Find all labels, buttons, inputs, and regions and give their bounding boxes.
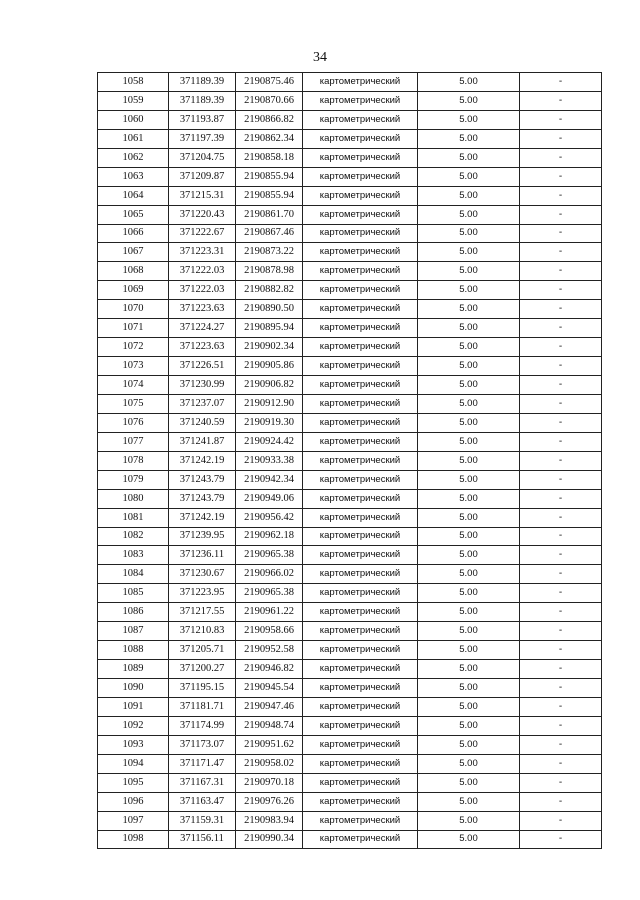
extra-cell: - (520, 73, 602, 92)
table-row (98, 413, 602, 432)
y-coordinate-cell: 2190933.38 (236, 451, 303, 470)
accuracy-cell: 5.00 (418, 205, 520, 224)
point-number-cell: 1079 (98, 470, 169, 489)
method-cell: картометрический (303, 73, 418, 92)
table-row (98, 186, 602, 205)
y-coordinate-cell: 2190958.66 (236, 622, 303, 641)
extra-cell: - (520, 224, 602, 243)
point-number-cell: 1080 (98, 489, 169, 508)
y-coordinate-cell: 2190966.02 (236, 565, 303, 584)
accuracy-cell: 5.00 (418, 754, 520, 773)
y-coordinate-cell: 2190873.22 (236, 243, 303, 262)
y-coordinate-cell: 2190983.94 (236, 811, 303, 830)
y-coordinate-cell: 2190990.34 (236, 830, 303, 849)
y-coordinate-cell: 2190948.74 (236, 716, 303, 735)
point-number-cell: 1059 (98, 91, 169, 110)
extra-cell: - (520, 451, 602, 470)
y-coordinate-cell: 2190970.18 (236, 773, 303, 792)
point-number-cell: 1086 (98, 603, 169, 622)
accuracy-cell: 5.00 (418, 91, 520, 110)
accuracy-cell: 5.00 (418, 735, 520, 754)
accuracy-cell: 5.00 (418, 338, 520, 357)
extra-cell: - (520, 584, 602, 603)
accuracy-cell: 5.00 (418, 281, 520, 300)
method-cell: картометрический (303, 641, 418, 660)
y-coordinate-cell: 2190905.86 (236, 357, 303, 376)
coordinates-table-body (98, 73, 602, 849)
table-row (98, 546, 602, 565)
extra-cell: - (520, 186, 602, 205)
y-coordinate-cell: 2190906.82 (236, 376, 303, 395)
y-coordinate-cell: 2190958.02 (236, 754, 303, 773)
point-number-cell: 1072 (98, 338, 169, 357)
accuracy-cell: 5.00 (418, 830, 520, 849)
method-cell: картометрический (303, 357, 418, 376)
method-cell: картометрический (303, 489, 418, 508)
method-cell: картометрический (303, 281, 418, 300)
table-row (98, 716, 602, 735)
extra-cell: - (520, 546, 602, 565)
x-coordinate-cell: 371242.19 (169, 451, 236, 470)
accuracy-cell: 5.00 (418, 470, 520, 489)
y-coordinate-cell: 2190946.82 (236, 660, 303, 679)
point-number-cell: 1066 (98, 224, 169, 243)
point-number-cell: 1091 (98, 697, 169, 716)
method-cell: картометрический (303, 224, 418, 243)
y-coordinate-cell: 2190962.18 (236, 527, 303, 546)
extra-cell: - (520, 527, 602, 546)
table-row (98, 91, 602, 110)
table-row (98, 584, 602, 603)
y-coordinate-cell: 2190942.34 (236, 470, 303, 489)
table-row (98, 243, 602, 262)
extra-cell: - (520, 129, 602, 148)
point-number-cell: 1060 (98, 110, 169, 129)
x-coordinate-cell: 371189.39 (169, 91, 236, 110)
table-row (98, 735, 602, 754)
accuracy-cell: 5.00 (418, 243, 520, 262)
y-coordinate-cell: 2190858.18 (236, 148, 303, 167)
accuracy-cell: 5.00 (418, 716, 520, 735)
y-coordinate-cell: 2190961.22 (236, 603, 303, 622)
point-number-cell: 1064 (98, 186, 169, 205)
point-number-cell: 1085 (98, 584, 169, 603)
method-cell: картометрический (303, 830, 418, 849)
extra-cell: - (520, 376, 602, 395)
y-coordinate-cell: 2190947.46 (236, 697, 303, 716)
y-coordinate-cell: 2190945.54 (236, 679, 303, 698)
table-row (98, 376, 602, 395)
y-coordinate-cell: 2190902.34 (236, 338, 303, 357)
method-cell: картометрический (303, 508, 418, 527)
table-row (98, 470, 602, 489)
accuracy-cell: 5.00 (418, 697, 520, 716)
table-row (98, 224, 602, 243)
y-coordinate-cell: 2190878.98 (236, 262, 303, 281)
x-coordinate-cell: 371204.75 (169, 148, 236, 167)
table-row (98, 641, 602, 660)
y-coordinate-cell: 2190855.94 (236, 186, 303, 205)
y-coordinate-cell: 2190895.94 (236, 319, 303, 338)
extra-cell: - (520, 811, 602, 830)
accuracy-cell: 5.00 (418, 679, 520, 698)
accuracy-cell: 5.00 (418, 660, 520, 679)
point-number-cell: 1062 (98, 148, 169, 167)
x-coordinate-cell: 371243.79 (169, 489, 236, 508)
x-coordinate-cell: 371242.19 (169, 508, 236, 527)
method-cell: картометрический (303, 660, 418, 679)
accuracy-cell: 5.00 (418, 186, 520, 205)
table-row (98, 830, 602, 849)
x-coordinate-cell: 371159.31 (169, 811, 236, 830)
x-coordinate-cell: 371205.71 (169, 641, 236, 660)
x-coordinate-cell: 371195.15 (169, 679, 236, 698)
extra-cell: - (520, 281, 602, 300)
extra-cell: - (520, 413, 602, 432)
method-cell: картометрический (303, 338, 418, 357)
extra-cell: - (520, 470, 602, 489)
x-coordinate-cell: 371240.59 (169, 413, 236, 432)
method-cell: картометрический (303, 622, 418, 641)
y-coordinate-cell: 2190919.30 (236, 413, 303, 432)
table-row (98, 527, 602, 546)
extra-cell: - (520, 830, 602, 849)
accuracy-cell: 5.00 (418, 546, 520, 565)
x-coordinate-cell: 371222.67 (169, 224, 236, 243)
table-row (98, 603, 602, 622)
extra-cell: - (520, 773, 602, 792)
y-coordinate-cell: 2190924.42 (236, 432, 303, 451)
x-coordinate-cell: 371193.87 (169, 110, 236, 129)
y-coordinate-cell: 2190956.42 (236, 508, 303, 527)
extra-cell: - (520, 603, 602, 622)
method-cell: картометрический (303, 716, 418, 735)
y-coordinate-cell: 2190882.82 (236, 281, 303, 300)
x-coordinate-cell: 371223.31 (169, 243, 236, 262)
extra-cell: - (520, 148, 602, 167)
accuracy-cell: 5.00 (418, 622, 520, 641)
extra-cell: - (520, 792, 602, 811)
point-number-cell: 1070 (98, 300, 169, 319)
x-coordinate-cell: 371156.11 (169, 830, 236, 849)
x-coordinate-cell: 371217.55 (169, 603, 236, 622)
x-coordinate-cell: 371236.11 (169, 546, 236, 565)
point-number-cell: 1088 (98, 641, 169, 660)
table-row (98, 129, 602, 148)
x-coordinate-cell: 371222.03 (169, 281, 236, 300)
point-number-cell: 1090 (98, 679, 169, 698)
point-number-cell: 1076 (98, 413, 169, 432)
accuracy-cell: 5.00 (418, 508, 520, 527)
accuracy-cell: 5.00 (418, 489, 520, 508)
point-number-cell: 1097 (98, 811, 169, 830)
method-cell: картометрический (303, 603, 418, 622)
x-coordinate-cell: 371174.99 (169, 716, 236, 735)
point-number-cell: 1083 (98, 546, 169, 565)
method-cell: картометрический (303, 394, 418, 413)
y-coordinate-cell: 2190951.62 (236, 735, 303, 754)
table-row (98, 754, 602, 773)
y-coordinate-cell: 2190890.50 (236, 300, 303, 319)
y-coordinate-cell: 2190866.82 (236, 110, 303, 129)
extra-cell: - (520, 110, 602, 129)
accuracy-cell: 5.00 (418, 167, 520, 186)
table-row (98, 565, 602, 584)
table-row (98, 73, 602, 92)
point-number-cell: 1098 (98, 830, 169, 849)
method-cell: картометрический (303, 679, 418, 698)
accuracy-cell: 5.00 (418, 357, 520, 376)
method-cell: картометрический (303, 148, 418, 167)
extra-cell: - (520, 489, 602, 508)
point-number-cell: 1067 (98, 243, 169, 262)
point-number-cell: 1094 (98, 754, 169, 773)
y-coordinate-cell: 2190862.34 (236, 129, 303, 148)
accuracy-cell: 5.00 (418, 565, 520, 584)
x-coordinate-cell: 371230.99 (169, 376, 236, 395)
y-coordinate-cell: 2190949.06 (236, 489, 303, 508)
method-cell: картометрический (303, 546, 418, 565)
point-number-cell: 1082 (98, 527, 169, 546)
accuracy-cell: 5.00 (418, 376, 520, 395)
point-number-cell: 1058 (98, 73, 169, 92)
table-row (98, 773, 602, 792)
accuracy-cell: 5.00 (418, 641, 520, 660)
point-number-cell: 1093 (98, 735, 169, 754)
extra-cell: - (520, 338, 602, 357)
y-coordinate-cell: 2190861.70 (236, 205, 303, 224)
method-cell: картометрический (303, 262, 418, 281)
table-row (98, 319, 602, 338)
x-coordinate-cell: 371239.95 (169, 527, 236, 546)
x-coordinate-cell: 371237.07 (169, 394, 236, 413)
point-number-cell: 1089 (98, 660, 169, 679)
method-cell: картометрический (303, 773, 418, 792)
table-row (98, 167, 602, 186)
page-number: 34 (313, 50, 327, 65)
accuracy-cell: 5.00 (418, 584, 520, 603)
extra-cell: - (520, 91, 602, 110)
method-cell: картометрический (303, 91, 418, 110)
x-coordinate-cell: 371167.31 (169, 773, 236, 792)
point-number-cell: 1096 (98, 792, 169, 811)
table-row (98, 697, 602, 716)
x-coordinate-cell: 371223.63 (169, 300, 236, 319)
accuracy-cell: 5.00 (418, 413, 520, 432)
extra-cell: - (520, 754, 602, 773)
method-cell: картометрический (303, 243, 418, 262)
method-cell: картометрический (303, 300, 418, 319)
extra-cell: - (520, 660, 602, 679)
table-row (98, 148, 602, 167)
method-cell: картометрический (303, 110, 418, 129)
extra-cell: - (520, 432, 602, 451)
method-cell: картометрический (303, 376, 418, 395)
accuracy-cell: 5.00 (418, 527, 520, 546)
method-cell: картометрический (303, 470, 418, 489)
x-coordinate-cell: 371189.39 (169, 73, 236, 92)
method-cell: картометрический (303, 186, 418, 205)
x-coordinate-cell: 371173.07 (169, 735, 236, 754)
y-coordinate-cell: 2190965.38 (236, 546, 303, 565)
x-coordinate-cell: 371181.71 (169, 697, 236, 716)
accuracy-cell: 5.00 (418, 73, 520, 92)
extra-cell: - (520, 697, 602, 716)
accuracy-cell: 5.00 (418, 603, 520, 622)
y-coordinate-cell: 2190855.94 (236, 167, 303, 186)
table-row (98, 300, 602, 319)
point-number-cell: 1065 (98, 205, 169, 224)
accuracy-cell: 5.00 (418, 110, 520, 129)
point-number-cell: 1075 (98, 394, 169, 413)
extra-cell: - (520, 243, 602, 262)
x-coordinate-cell: 371222.03 (169, 262, 236, 281)
y-coordinate-cell: 2190867.46 (236, 224, 303, 243)
point-number-cell: 1061 (98, 129, 169, 148)
extra-cell: - (520, 679, 602, 698)
y-coordinate-cell: 2190875.46 (236, 73, 303, 92)
accuracy-cell: 5.00 (418, 451, 520, 470)
x-coordinate-cell: 371220.43 (169, 205, 236, 224)
table-row (98, 792, 602, 811)
x-coordinate-cell: 371200.27 (169, 660, 236, 679)
point-number-cell: 1087 (98, 622, 169, 641)
table-row (98, 811, 602, 830)
method-cell: картометрический (303, 205, 418, 224)
extra-cell: - (520, 735, 602, 754)
x-coordinate-cell: 371223.63 (169, 338, 236, 357)
extra-cell: - (520, 300, 602, 319)
accuracy-cell: 5.00 (418, 300, 520, 319)
table-row (98, 205, 602, 224)
method-cell: картометрический (303, 792, 418, 811)
y-coordinate-cell: 2190976.26 (236, 792, 303, 811)
accuracy-cell: 5.00 (418, 792, 520, 811)
x-coordinate-cell: 371224.27 (169, 319, 236, 338)
table-row (98, 357, 602, 376)
x-coordinate-cell: 371241.87 (169, 432, 236, 451)
extra-cell: - (520, 716, 602, 735)
y-coordinate-cell: 2190912.90 (236, 394, 303, 413)
extra-cell: - (520, 622, 602, 641)
table-row (98, 489, 602, 508)
method-cell: картометрический (303, 697, 418, 716)
x-coordinate-cell: 371171.47 (169, 754, 236, 773)
point-number-cell: 1081 (98, 508, 169, 527)
y-coordinate-cell: 2190952.58 (236, 641, 303, 660)
table-row (98, 394, 602, 413)
extra-cell: - (520, 357, 602, 376)
point-number-cell: 1071 (98, 319, 169, 338)
table-row (98, 679, 602, 698)
accuracy-cell: 5.00 (418, 773, 520, 792)
method-cell: картометрический (303, 432, 418, 451)
method-cell: картометрический (303, 527, 418, 546)
accuracy-cell: 5.00 (418, 262, 520, 281)
y-coordinate-cell: 2190870.66 (236, 91, 303, 110)
method-cell: картометрический (303, 319, 418, 338)
method-cell: картометрический (303, 754, 418, 773)
point-number-cell: 1078 (98, 451, 169, 470)
accuracy-cell: 5.00 (418, 129, 520, 148)
coordinates-table (97, 72, 602, 849)
method-cell: картометрический (303, 811, 418, 830)
extra-cell: - (520, 205, 602, 224)
x-coordinate-cell: 371209.87 (169, 167, 236, 186)
table-row (98, 432, 602, 451)
x-coordinate-cell: 371215.31 (169, 186, 236, 205)
x-coordinate-cell: 371226.51 (169, 357, 236, 376)
x-coordinate-cell: 371230.67 (169, 565, 236, 584)
accuracy-cell: 5.00 (418, 319, 520, 338)
point-number-cell: 1092 (98, 716, 169, 735)
table-row (98, 451, 602, 470)
method-cell: картометрический (303, 735, 418, 754)
extra-cell: - (520, 641, 602, 660)
x-coordinate-cell: 371243.79 (169, 470, 236, 489)
point-number-cell: 1068 (98, 262, 169, 281)
table-row (98, 508, 602, 527)
x-coordinate-cell: 371163.47 (169, 792, 236, 811)
point-number-cell: 1074 (98, 376, 169, 395)
extra-cell: - (520, 394, 602, 413)
point-number-cell: 1084 (98, 565, 169, 584)
x-coordinate-cell: 371197.39 (169, 129, 236, 148)
accuracy-cell: 5.00 (418, 148, 520, 167)
x-coordinate-cell: 371210.83 (169, 622, 236, 641)
extra-cell: - (520, 167, 602, 186)
method-cell: картометрический (303, 565, 418, 584)
method-cell: картометрический (303, 129, 418, 148)
extra-cell: - (520, 508, 602, 527)
point-number-cell: 1063 (98, 167, 169, 186)
point-number-cell: 1095 (98, 773, 169, 792)
table-row (98, 338, 602, 357)
x-coordinate-cell: 371223.95 (169, 584, 236, 603)
method-cell: картометрический (303, 413, 418, 432)
table-row (98, 262, 602, 281)
accuracy-cell: 5.00 (418, 394, 520, 413)
point-number-cell: 1073 (98, 357, 169, 376)
method-cell: картометрический (303, 451, 418, 470)
table-row (98, 660, 602, 679)
method-cell: картометрический (303, 167, 418, 186)
point-number-cell: 1077 (98, 432, 169, 451)
accuracy-cell: 5.00 (418, 432, 520, 451)
method-cell: картометрический (303, 584, 418, 603)
y-coordinate-cell: 2190965.38 (236, 584, 303, 603)
point-number-cell: 1069 (98, 281, 169, 300)
extra-cell: - (520, 262, 602, 281)
table-row (98, 281, 602, 300)
extra-cell: - (520, 319, 602, 338)
extra-cell: - (520, 565, 602, 584)
accuracy-cell: 5.00 (418, 224, 520, 243)
accuracy-cell: 5.00 (418, 811, 520, 830)
table-row (98, 110, 602, 129)
table-row (98, 622, 602, 641)
